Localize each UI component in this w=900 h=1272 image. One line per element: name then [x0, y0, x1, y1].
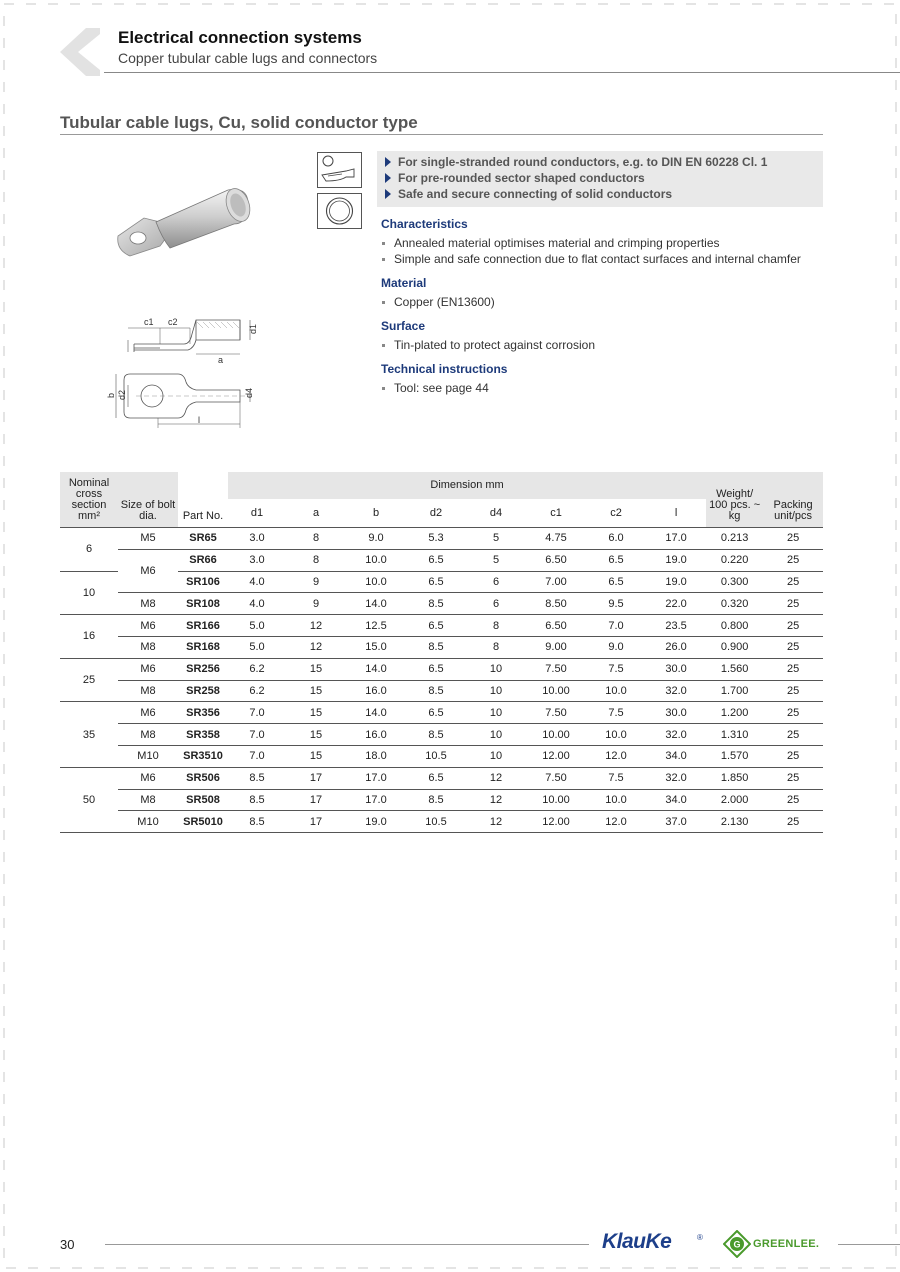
- cell-weight: 0.300: [706, 571, 763, 593]
- cell-d1: 7.0: [228, 702, 286, 724]
- chevron-left-icon: [56, 28, 104, 76]
- cell-cross-section: 25: [60, 658, 118, 702]
- cell-pack: 25: [763, 658, 823, 680]
- cell-b: 17.0: [346, 789, 406, 811]
- header-dimension: Dimension mm: [228, 472, 706, 500]
- cell-cross-section: 10: [60, 571, 118, 615]
- cell-a: 17: [286, 811, 346, 833]
- cell-d2: 6.5: [406, 571, 466, 593]
- cell-l: 32.0: [646, 680, 706, 702]
- table-row: [60, 789, 823, 811]
- spec-table-body: [60, 528, 823, 833]
- cell-cross-section: 35: [60, 702, 118, 767]
- table-row: [60, 593, 823, 615]
- table-row: [60, 658, 823, 680]
- product-photo: [108, 178, 258, 278]
- cell-bolt-size: M10: [118, 811, 178, 833]
- cell-b: 10.0: [346, 549, 406, 571]
- footer-divider: [105, 1244, 589, 1245]
- cell-d1: 7.0: [228, 745, 286, 767]
- surface-heading: Surface: [381, 319, 426, 333]
- cell-bolt-size: M8: [118, 724, 178, 746]
- cell-d4: 6: [466, 571, 526, 593]
- cell-b: 9.0: [346, 528, 406, 550]
- cell-d2: 6.5: [406, 702, 466, 724]
- registered-mark: ®: [697, 1233, 703, 1242]
- cell-weight: 0.900: [706, 636, 763, 658]
- cell-pack: 25: [763, 745, 823, 767]
- cell-b: 17.0: [346, 767, 406, 789]
- cell-d1: 3.0: [228, 528, 286, 550]
- greenlee-logo-icon: [723, 1230, 751, 1258]
- cell-c2: 12.0: [586, 811, 646, 833]
- cell-a: 9: [286, 571, 346, 593]
- cell-pack: 25: [763, 615, 823, 637]
- material-heading: Material: [381, 276, 427, 290]
- cell-d1: 4.0: [228, 571, 286, 593]
- cell-a: 15: [286, 702, 346, 724]
- cell-c1: 6.50: [526, 549, 586, 571]
- cell-d1: 6.2: [228, 680, 286, 702]
- cell-pack: 25: [763, 724, 823, 746]
- cell-c2: 7.5: [586, 658, 646, 680]
- cell-weight: 1.700: [706, 680, 763, 702]
- cell-part-no: SR168: [178, 636, 228, 658]
- cell-c2: 10.0: [586, 789, 646, 811]
- cell-l: 34.0: [646, 789, 706, 811]
- cell-d4: 6: [466, 593, 526, 615]
- cell-d4: 10: [466, 702, 526, 724]
- feature-item: [385, 186, 815, 202]
- cell-weight: 1.570: [706, 745, 763, 767]
- cell-pack: 25: [763, 636, 823, 658]
- characteristics-heading: Characteristics: [381, 217, 468, 231]
- klauke-logo: KlauKe: [602, 1230, 672, 1253]
- dim-label-b: b: [106, 392, 116, 398]
- cell-weight: 1.560: [706, 658, 763, 680]
- cell-d1: 6.2: [228, 658, 286, 680]
- header-weight: Weight/ 100 pcs. ~ kg: [706, 472, 763, 528]
- cell-d1: 8.5: [228, 767, 286, 789]
- table-row: [60, 528, 823, 550]
- cell-d4: 8: [466, 615, 526, 637]
- cell-c2: 10.0: [586, 680, 646, 702]
- feature-item: [385, 170, 815, 186]
- svg-text:G: G: [733, 1239, 741, 1250]
- cell-d1: 8.5: [228, 789, 286, 811]
- cell-cross-section: 16: [60, 615, 118, 659]
- cell-c2: 12.0: [586, 745, 646, 767]
- cell-c2: 9.0: [586, 636, 646, 658]
- cell-l: 23.5: [646, 615, 706, 637]
- header-title: Electrical connection systems: [118, 28, 362, 47]
- table-row: [60, 680, 823, 702]
- cell-b: 18.0: [346, 745, 406, 767]
- list-item: Annealed material optimises material and crimping properties: [381, 235, 823, 251]
- cell-weight: 1.850: [706, 767, 763, 789]
- table-row: [60, 702, 823, 724]
- cell-l: 30.0: [646, 658, 706, 680]
- cell-b: 14.0: [346, 658, 406, 680]
- cell-a: 12: [286, 615, 346, 637]
- cell-b: 12.5: [346, 615, 406, 637]
- cell-a: 8: [286, 549, 346, 571]
- cell-l: 34.0: [646, 745, 706, 767]
- cell-d2: 8.5: [406, 789, 466, 811]
- cell-weight: 2.130: [706, 811, 763, 833]
- cell-d4: 10: [466, 745, 526, 767]
- cell-d2: 10.5: [406, 811, 466, 833]
- cell-a: 15: [286, 658, 346, 680]
- cell-b: 16.0: [346, 680, 406, 702]
- cell-pack: 25: [763, 767, 823, 789]
- cell-bolt-size: M10: [118, 745, 178, 767]
- cell-d4: 10: [466, 680, 526, 702]
- cell-c1: 10.00: [526, 789, 586, 811]
- cell-b: 14.0: [346, 593, 406, 615]
- cell-d4: 10: [466, 658, 526, 680]
- cell-pack: 25: [763, 571, 823, 593]
- technical-list: [381, 380, 823, 396]
- cell-c2: 6.0: [586, 528, 646, 550]
- header-c2: c2: [586, 500, 646, 528]
- cell-d4: 12: [466, 811, 526, 833]
- cell-a: 15: [286, 724, 346, 746]
- cell-c1: 9.00: [526, 636, 586, 658]
- cell-c1: 10.00: [526, 680, 586, 702]
- table-row: [60, 724, 823, 746]
- cell-part-no: SR506: [178, 767, 228, 789]
- triangle-bullet-icon: [385, 173, 391, 183]
- cell-d1: 5.0: [228, 615, 286, 637]
- single-stranded-conductor-icon: [317, 152, 362, 188]
- cell-weight: 0.320: [706, 593, 763, 615]
- cell-l: 22.0: [646, 593, 706, 615]
- cell-d2: 6.5: [406, 615, 466, 637]
- spec-table: [60, 472, 823, 833]
- cell-weight: 2.000: [706, 789, 763, 811]
- cell-d4: 8: [466, 636, 526, 658]
- header-subtitle: Copper tubular cable lugs and connectors: [118, 50, 378, 66]
- section-title: Tubular cable lugs, Cu, solid conductor type: [60, 113, 418, 132]
- cell-c1: 8.50: [526, 593, 586, 615]
- cell-pack: 25: [763, 680, 823, 702]
- footer-divider: [838, 1244, 900, 1245]
- characteristics-list: [381, 235, 823, 267]
- cell-bolt-size: M8: [118, 593, 178, 615]
- cell-c1: 7.00: [526, 571, 586, 593]
- list-item: Copper (EN13600): [381, 294, 823, 310]
- cell-d4: 12: [466, 767, 526, 789]
- header-d4: d4: [466, 500, 526, 528]
- page-number: 30: [60, 1237, 75, 1252]
- cell-c1: 4.75: [526, 528, 586, 550]
- material-list: [381, 294, 823, 310]
- cell-d1: 5.0: [228, 636, 286, 658]
- technical-drawing: [100, 304, 270, 434]
- cell-l: 26.0: [646, 636, 706, 658]
- cell-part-no: SR66: [178, 549, 228, 571]
- cell-a: 9: [286, 593, 346, 615]
- triangle-bullet-icon: [385, 157, 391, 167]
- cell-d4: 10: [466, 724, 526, 746]
- cell-b: 19.0: [346, 811, 406, 833]
- section-divider: [60, 134, 823, 135]
- feature-text: Safe and secure connecting of solid conductors: [398, 187, 673, 201]
- feature-text: For pre-rounded sector shaped conductors: [398, 171, 645, 185]
- header-c1: c1: [526, 500, 586, 528]
- cell-d2: 8.5: [406, 593, 466, 615]
- cell-d2: 8.5: [406, 724, 466, 746]
- cell-part-no: SR106: [178, 571, 228, 593]
- triangle-bullet-icon: [385, 189, 391, 199]
- cell-a: 15: [286, 745, 346, 767]
- table-row: [60, 745, 823, 767]
- cell-cross-section: 50: [60, 767, 118, 832]
- list-item: Tool: see page 44: [381, 380, 823, 396]
- cell-part-no: SR256: [178, 658, 228, 680]
- cell-pack: 25: [763, 549, 823, 571]
- header-d1: d1: [228, 500, 286, 528]
- header-packing: Packing unit/pcs: [763, 472, 823, 528]
- cell-pack: 25: [763, 702, 823, 724]
- cell-b: 15.0: [346, 636, 406, 658]
- greenlee-logo-text: GREENLEE.: [753, 1238, 820, 1250]
- cell-l: 32.0: [646, 767, 706, 789]
- cell-bolt-size: M6: [118, 549, 178, 593]
- dim-label-d1: d1: [248, 323, 258, 334]
- cell-c2: 9.5: [586, 593, 646, 615]
- cell-l: 37.0: [646, 811, 706, 833]
- cell-c2: 6.5: [586, 571, 646, 593]
- cell-d2: 5.3: [406, 528, 466, 550]
- cell-part-no: SR3510: [178, 745, 228, 767]
- cell-c1: 10.00: [526, 724, 586, 746]
- header-l: l: [646, 500, 706, 528]
- cell-bolt-size: M6: [118, 658, 178, 680]
- cell-bolt-size: M8: [118, 680, 178, 702]
- cell-weight: 1.310: [706, 724, 763, 746]
- table-row: [60, 767, 823, 789]
- cell-d2: 10.5: [406, 745, 466, 767]
- cell-d2: 8.5: [406, 636, 466, 658]
- list-item: Simple and safe connection due to flat contact surfaces and internal chamfer: [381, 251, 823, 267]
- cell-c1: 7.50: [526, 767, 586, 789]
- cell-part-no: SR508: [178, 789, 228, 811]
- cell-b: 16.0: [346, 724, 406, 746]
- cell-d1: 4.0: [228, 593, 286, 615]
- cell-l: 19.0: [646, 549, 706, 571]
- cell-d4: 5: [466, 528, 526, 550]
- cell-a: 15: [286, 680, 346, 702]
- technical-heading: Technical instructions: [381, 362, 508, 376]
- header-divider: [104, 72, 900, 73]
- list-item: Tin-plated to protect against corrosion: [381, 337, 823, 353]
- dim-label-d4: d4: [244, 387, 254, 398]
- cell-pack: 25: [763, 593, 823, 615]
- dim-label-d2: d2: [117, 389, 127, 400]
- cell-part-no: SR356: [178, 702, 228, 724]
- cell-a: 17: [286, 789, 346, 811]
- cell-part-no: SR258: [178, 680, 228, 702]
- cell-weight: 1.200: [706, 702, 763, 724]
- table-row: [60, 549, 823, 571]
- cell-d2: 6.5: [406, 767, 466, 789]
- feature-text: For single-stranded round conductors, e.g. to DIN EN 60228 Cl. 1: [398, 155, 768, 169]
- round-conductor-icon: [317, 193, 362, 229]
- table-row: [60, 615, 823, 637]
- cell-d2: 8.5: [406, 680, 466, 702]
- dim-label-a: a: [218, 355, 224, 365]
- cell-l: 17.0: [646, 528, 706, 550]
- cell-c2: 7.0: [586, 615, 646, 637]
- cell-d4: 5: [466, 549, 526, 571]
- cell-a: 8: [286, 528, 346, 550]
- header-nominal: Nominal cross section mm²: [60, 472, 118, 528]
- cell-weight: 0.220: [706, 549, 763, 571]
- cell-part-no: SR65: [178, 528, 228, 550]
- header-part-no: Part No.: [178, 472, 228, 528]
- cell-weight: 0.213: [706, 528, 763, 550]
- header-a: a: [286, 500, 346, 528]
- cell-pack: 25: [763, 789, 823, 811]
- dim-label-c2: c2: [168, 317, 178, 327]
- table-row: [60, 636, 823, 658]
- cell-part-no: SR5010: [178, 811, 228, 833]
- cell-part-no: SR108: [178, 593, 228, 615]
- cell-d2: 6.5: [406, 549, 466, 571]
- header-b: b: [346, 500, 406, 528]
- dim-label-c1: c1: [144, 317, 154, 327]
- cell-bolt-size: M8: [118, 789, 178, 811]
- cell-c2: 7.5: [586, 702, 646, 724]
- header-d2: d2: [406, 500, 466, 528]
- cell-l: 19.0: [646, 571, 706, 593]
- cell-pack: 25: [763, 811, 823, 833]
- cell-a: 17: [286, 767, 346, 789]
- cell-part-no: SR358: [178, 724, 228, 746]
- cell-c1: 7.50: [526, 702, 586, 724]
- cell-c2: 10.0: [586, 724, 646, 746]
- cell-bolt-size: M6: [118, 702, 178, 724]
- cell-b: 10.0: [346, 571, 406, 593]
- cell-part-no: SR166: [178, 615, 228, 637]
- header-bolt: Size of bolt dia.: [118, 472, 178, 528]
- cell-l: 32.0: [646, 724, 706, 746]
- feature-highlights: [377, 151, 823, 207]
- surface-list: [381, 337, 823, 353]
- cell-c1: 12.00: [526, 811, 586, 833]
- cell-b: 14.0: [346, 702, 406, 724]
- feature-item: [385, 154, 815, 170]
- dim-label-l: l: [198, 415, 200, 425]
- cell-c2: 7.5: [586, 767, 646, 789]
- cell-bolt-size: M8: [118, 636, 178, 658]
- cell-bolt-size: M5: [118, 528, 178, 550]
- cell-c1: 12.00: [526, 745, 586, 767]
- cell-l: 30.0: [646, 702, 706, 724]
- cell-d1: 3.0: [228, 549, 286, 571]
- cell-c1: 7.50: [526, 658, 586, 680]
- cell-a: 12: [286, 636, 346, 658]
- cell-bolt-size: M6: [118, 767, 178, 789]
- table-row: [60, 811, 823, 833]
- cell-d2: 6.5: [406, 658, 466, 680]
- cell-weight: 0.800: [706, 615, 763, 637]
- product-info: [381, 216, 823, 404]
- cell-bolt-size: M6: [118, 615, 178, 637]
- cell-d4: 12: [466, 789, 526, 811]
- cell-pack: 25: [763, 528, 823, 550]
- cell-cross-section: 6: [60, 528, 118, 572]
- cell-d1: 8.5: [228, 811, 286, 833]
- cell-c2: 6.5: [586, 549, 646, 571]
- cell-d1: 7.0: [228, 724, 286, 746]
- cell-c1: 6.50: [526, 615, 586, 637]
